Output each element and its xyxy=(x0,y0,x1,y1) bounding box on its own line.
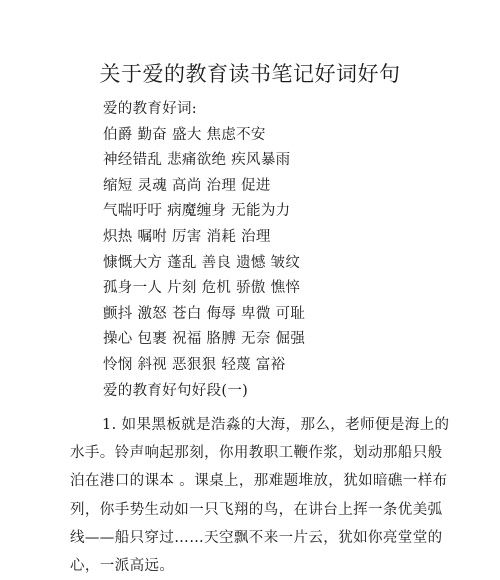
word-line: 炽热 嘱咐 厉害 消耗 治理 xyxy=(103,228,271,245)
word-line: 操心 包裹 祝福 胳膊 无奈 倔强 xyxy=(103,331,306,348)
paragraph-line: 心，一派高远。 xyxy=(70,558,175,575)
paragraph-line: 1. 如果黑板就是浩淼的大海，那么，老师便是海上的 xyxy=(102,417,450,433)
section-heading-sentences: 爱的教育好句好段(一) xyxy=(103,382,249,399)
document-title: 关于爱的教育读书笔记好词好句 xyxy=(99,62,401,86)
word-line: 颤抖 激怒 苍白 侮辱 卑微 可耻 xyxy=(103,305,306,322)
word-line: 慷慨大方 蓬乱 善良 遗憾 皱纹 xyxy=(103,254,301,271)
paragraph-line: 列，你手势生动如一只飞翔的鸟，在讲台上挥一条优美弧 xyxy=(70,501,443,518)
word-line: 缩短 灵魂 高尚 治理 促进 xyxy=(103,177,271,194)
paragraph-line: 线——船只穿过……天空飘不来一片云，犹如你亮堂堂的 xyxy=(70,529,443,546)
word-line: 孤身一人 片刻 危机 骄傲 憔悴 xyxy=(103,280,301,297)
paragraph-line: 泊在港口的课本 。课桌上，那难题堆放，犹如暗礁一样布 xyxy=(70,473,448,490)
paragraph-line: 水手。铃声响起那刻，你用教职工鞭作浆，划动那船只般 xyxy=(70,445,443,462)
paragraph-1 xyxy=(70,411,450,580)
word-line: 神经错乱 悲痛欲绝 疾风暴雨 xyxy=(103,152,291,169)
word-line: 气喘吁吁 病魔缠身 无能为力 xyxy=(103,203,291,220)
word-list xyxy=(103,97,463,404)
section-heading-words: 爱的教育好词: xyxy=(103,101,197,117)
word-line: 怜悯 斜视 恶狠狠 轻蔑 富裕 xyxy=(103,356,286,373)
word-line: 伯爵 勤奋 盛大 焦虑不安 xyxy=(103,126,266,143)
